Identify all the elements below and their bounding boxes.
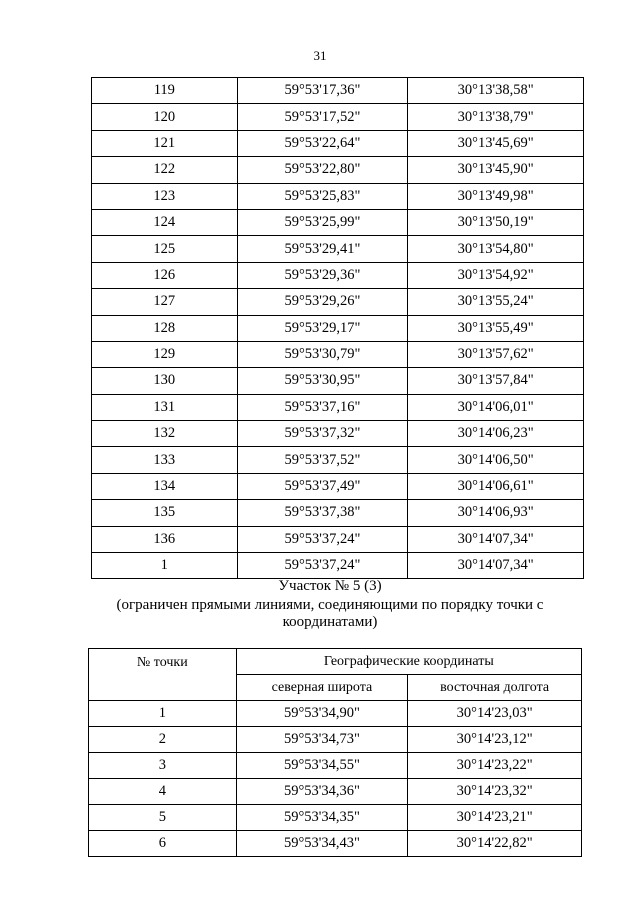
longitude-cell: 30°13'50,19" [408,209,584,235]
point-number-cell: 119 [92,78,238,104]
longitude-cell: 30°14'07,34" [408,526,584,552]
longitude-cell: 30°13'49,98" [408,183,584,209]
table-row [92,473,584,499]
latitude-cell: 59°53'29,41" [237,236,408,262]
point-number-cell: 1 [89,701,237,727]
table-row [89,779,582,805]
point-number-cell: 129 [92,341,238,367]
longitude-cell: 30°14'22,82" [408,831,582,857]
table-row [92,262,584,288]
table-row [92,289,584,315]
table-row [92,500,584,526]
latitude-cell: 59°53'22,80" [237,157,408,183]
longitude-cell: 30°13'57,62" [408,341,584,367]
point-number-cell: 123 [92,183,238,209]
longitude-cell: 30°13'55,24" [408,289,584,315]
latitude-cell: 59°53'37,16" [237,394,408,420]
longitude-cell: 30°13'57,84" [408,368,584,394]
latitude-cell: 59°53'25,83" [237,183,408,209]
latitude-cell: 59°53'34,90" [236,701,408,727]
latitude-cell: 59°53'34,35" [236,805,408,831]
latitude-cell: 59°53'37,24" [237,553,408,579]
point-number-cell: 132 [92,421,238,447]
latitude-cell: 59°53'34,36" [236,779,408,805]
table-row [89,727,582,753]
longitude-cell: 30°14'23,12" [408,727,582,753]
longitude-cell: 30°14'07,34" [408,553,584,579]
table-row [92,341,584,367]
latitude-cell: 59°53'37,24" [237,526,408,552]
latitude-cell: 59°53'34,73" [236,727,408,753]
coordinates-table-section-5 [88,648,582,857]
coordinates-table-continued [91,77,584,579]
point-number-cell: 4 [89,779,237,805]
longitude-cell: 30°13'38,79" [408,104,584,130]
table-row [89,805,582,831]
latitude-cell: 59°53'17,36" [237,78,408,104]
latitude-cell: 59°53'34,43" [236,831,408,857]
longitude-cell: 30°14'06,93" [408,500,584,526]
longitude-cell: 30°14'23,21" [408,805,582,831]
point-number-cell: 135 [92,500,238,526]
table-row [92,368,584,394]
longitude-cell: 30°13'55,49" [408,315,584,341]
point-number-cell: 6 [89,831,237,857]
table-row [92,183,584,209]
table-row [89,701,582,727]
latitude-cell: 59°53'37,52" [237,447,408,473]
longitude-cell: 30°14'06,01" [408,394,584,420]
table-row [92,315,584,341]
table-row [92,104,584,130]
longitude-cell: 30°14'23,03" [408,701,582,727]
longitude-cell: 30°14'06,23" [408,421,584,447]
section-heading: Участок № 5 (3) [278,578,382,594]
table-row [92,421,584,447]
latitude-cell: 59°53'29,36" [237,262,408,288]
table-row [89,831,582,857]
longitude-cell: 30°14'23,32" [408,779,582,805]
latitude-cell: 59°53'25,99" [237,209,408,235]
point-number-cell: 136 [92,526,238,552]
latitude-cell: 59°53'30,79" [237,341,408,367]
longitude-cell: 30°14'06,61" [408,473,584,499]
longitude-cell: 30°14'06,50" [408,447,584,473]
table-row [92,236,584,262]
longitude-cell: 30°13'45,90" [408,157,584,183]
point-number-cell: 121 [92,130,238,156]
latitude-cell: 59°53'17,52" [237,104,408,130]
point-number-cell: 126 [92,262,238,288]
point-number-cell: 131 [92,394,238,420]
latitude-cell: 59°53'29,17" [237,315,408,341]
page-number: 31 [313,48,327,63]
table-row [92,526,584,552]
table-row [92,394,584,420]
point-number-cell: 127 [92,289,238,315]
latitude-cell: 59°53'29,26" [237,289,408,315]
point-number-cell: 5 [89,805,237,831]
point-number-cell: 3 [89,753,237,779]
table-row [92,78,584,104]
longitude-cell: 30°13'54,92" [408,262,584,288]
latitude-cell: 59°53'30,95" [237,368,408,394]
point-number-cell: 2 [89,727,237,753]
point-number-cell: 128 [92,315,238,341]
latitude-cell: 59°53'37,49" [237,473,408,499]
longitude-cell: 30°14'23,22" [408,753,582,779]
header-latitude: северная широта [236,675,408,701]
latitude-cell: 59°53'37,32" [237,421,408,447]
table-row [92,209,584,235]
point-number-cell: 125 [92,236,238,262]
table-row [89,753,582,779]
point-number-cell: 1 [92,553,238,579]
table-row [92,553,584,579]
longitude-cell: 30°13'38,58" [408,78,584,104]
latitude-cell: 59°53'37,38" [237,500,408,526]
point-number-cell: 130 [92,368,238,394]
table-row [92,157,584,183]
section-note: (ограничен прямыми линиями, соединяющими по порядку точки с координатами) [116,597,544,630]
table-row [92,130,584,156]
point-number-cell: 122 [92,157,238,183]
latitude-cell: 59°53'34,55" [236,753,408,779]
point-number-cell: 120 [92,104,238,130]
longitude-cell: 30°13'45,69" [408,130,584,156]
longitude-cell: 30°13'54,80" [408,236,584,262]
latitude-cell: 59°53'22,64" [237,130,408,156]
point-number-cell: 134 [92,473,238,499]
header-point-number: № точки [89,649,237,701]
header-longitude: восточная долгота [408,675,582,701]
point-number-cell: 133 [92,447,238,473]
point-number-cell: 124 [92,209,238,235]
table-row [92,447,584,473]
header-geographic-coordinates: Географические координаты [236,649,581,675]
